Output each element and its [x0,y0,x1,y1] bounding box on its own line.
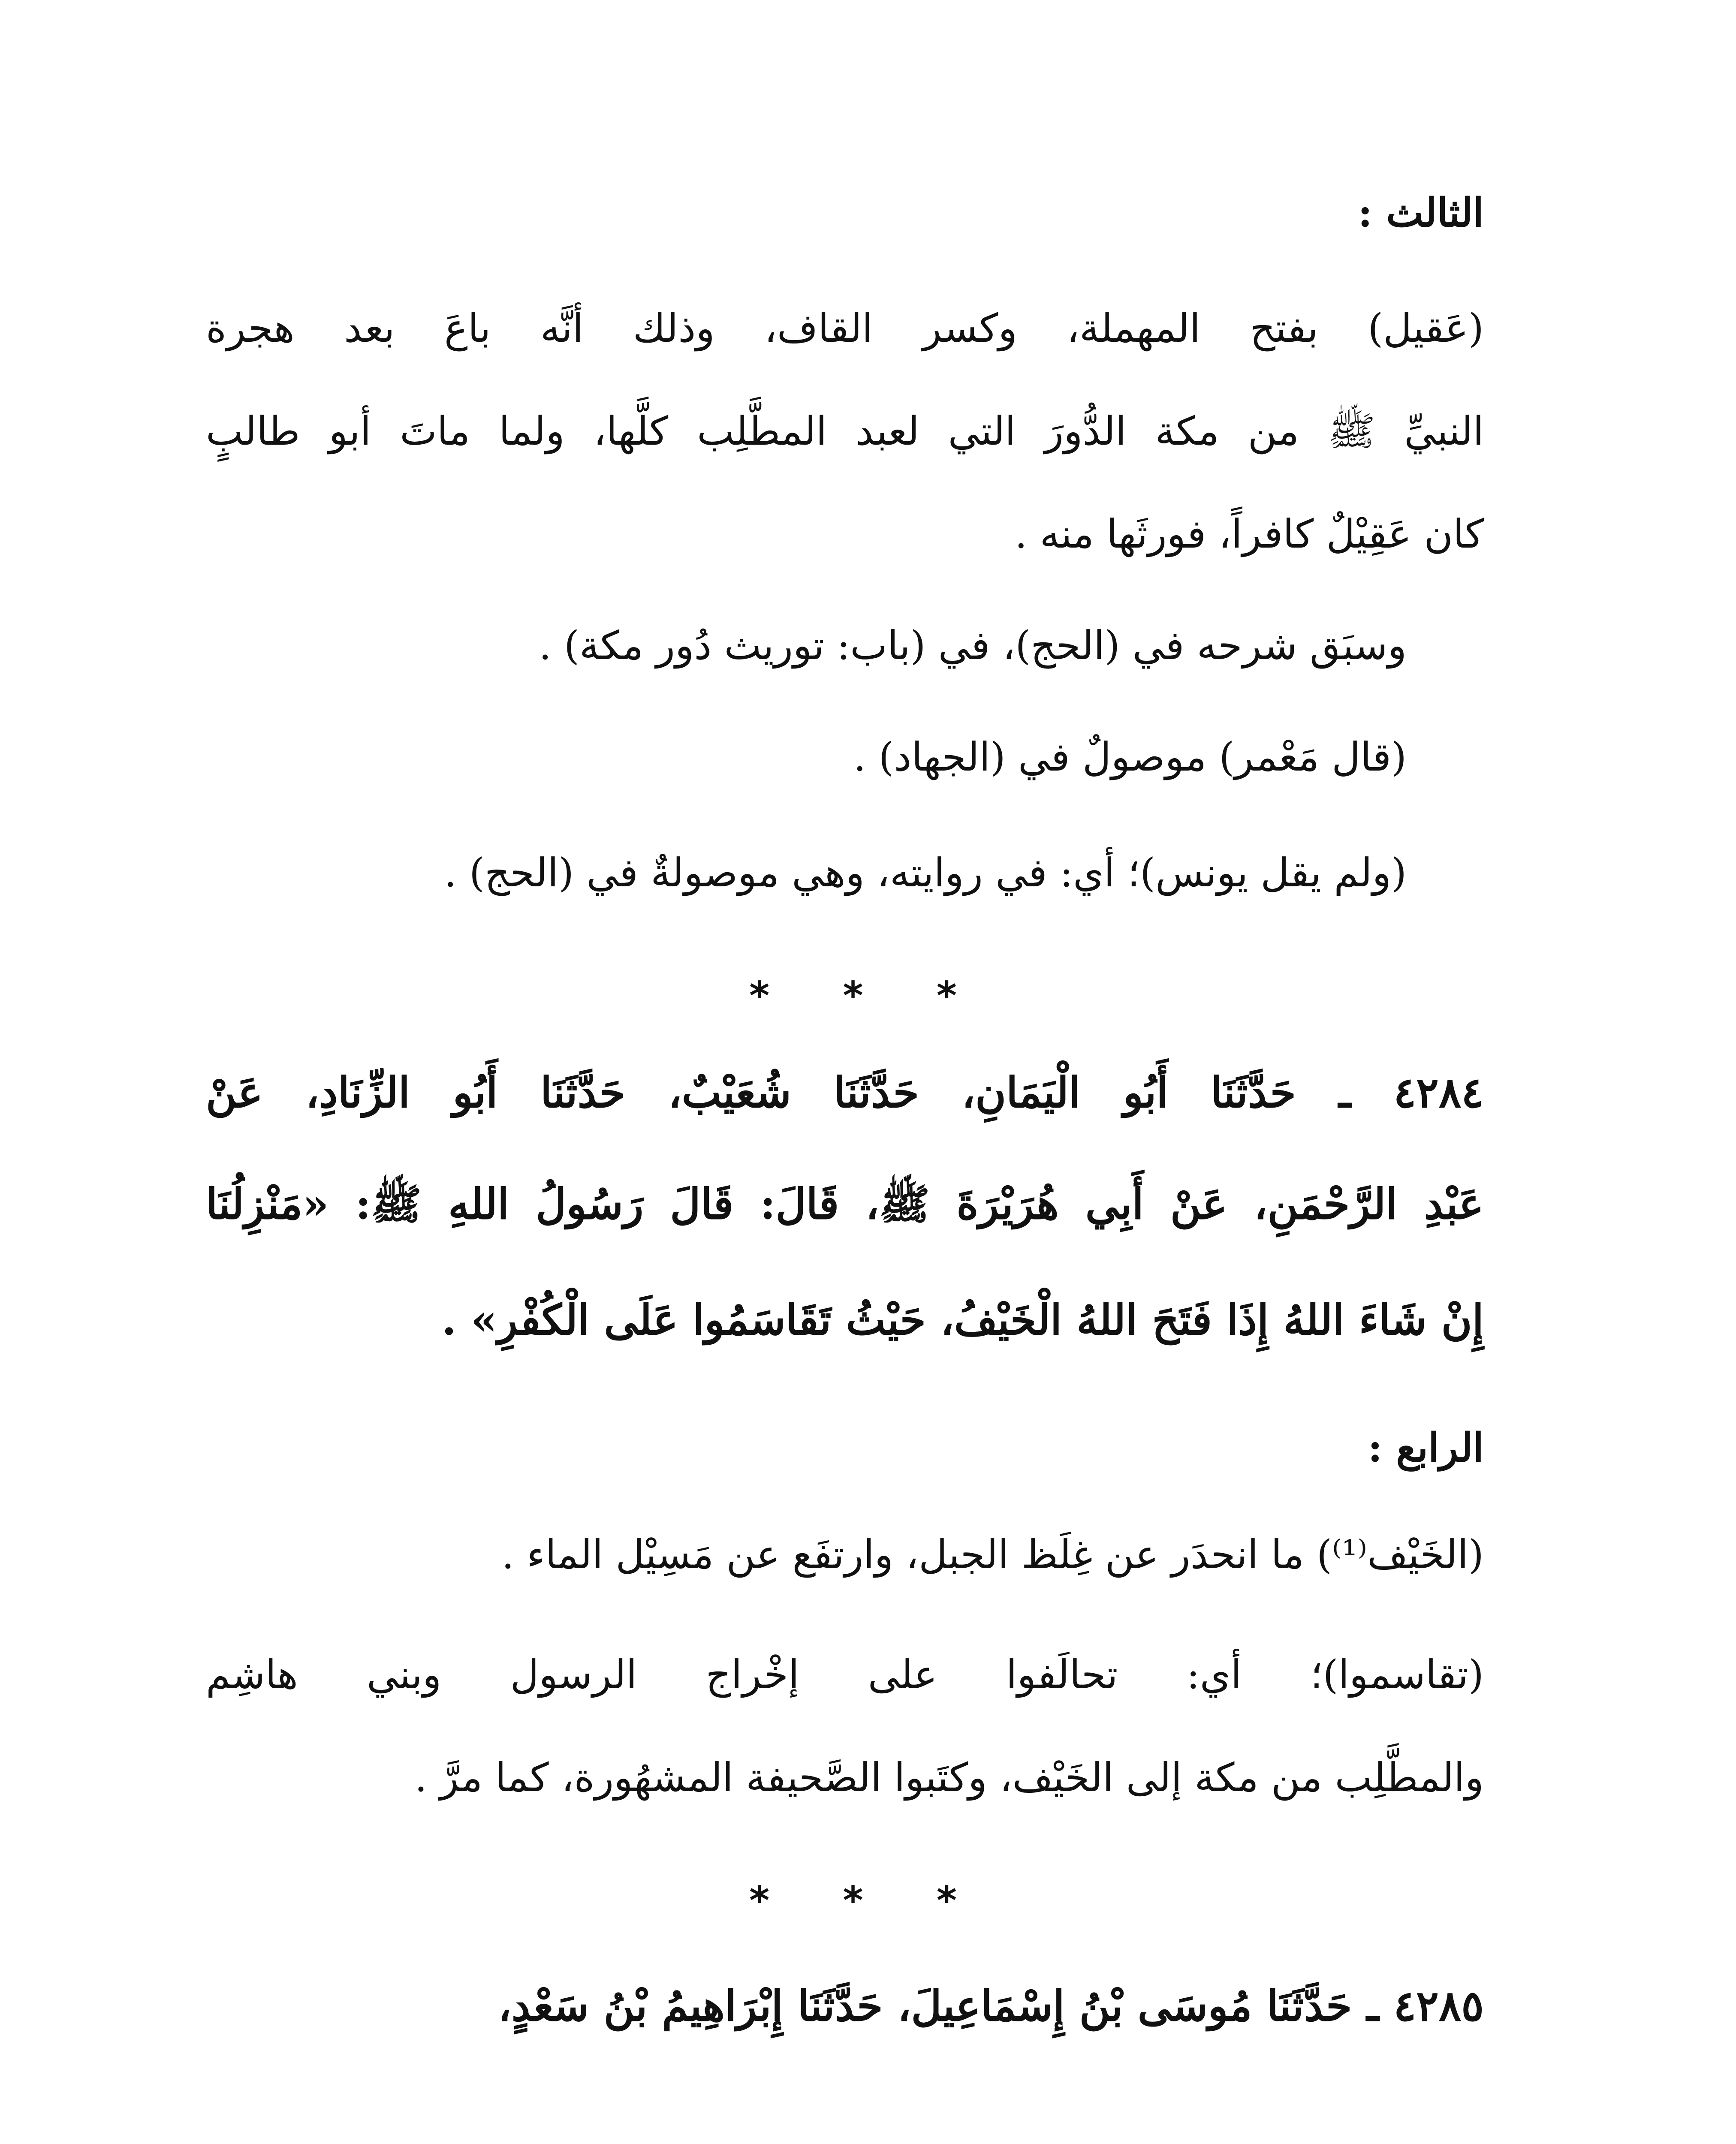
hadith-line: ٤٢٨٤ ـ حَدَّثَنَا أَبُو الْيَمَانِ، حَدَّثَنَا شُعَيْبٌ، حَدَّثَنَا أَبُو الزِّنَادِ، عَنْ [206,1068,1484,1117]
paragraph: (الخَيْف⁽¹⁾) ما انحدَر عن غِلَظ الجبل، وارتفَع عن مَسِيْل الماء . [501,1532,1484,1578]
paragraph: وسبَق شرحه في (الحج)، في (باب: توريث دُور مكة) . [539,623,1407,668]
section-separator: * * * [749,973,987,1018]
section-heading-fourth: الرابع : [1368,1424,1484,1471]
paragraph: (ولم يقل يونس)؛ أي: في روايته، وهي موصولةٌ في (الحج) . [444,850,1407,896]
paragraph: (قال مَعْمر) موصولٌ في (الجهاد) . [853,734,1407,780]
hadith-line: عَبْدِ الرَّحْمَنِ، عَنْ أَبِي هُرَيْرَةَ ﷺ، قَالَ: قَالَ رَسُولُ اللهِ ﷺ: «مَنْزِلُنَا [206,1180,1484,1229]
hadith-line: ٤٢٨٥ ـ حَدَّثَنَا مُوسَى بْنُ إِسْمَاعِيلَ، حَدَّثَنَا إِبْرَاهِيمُ بْنُ سَعْدٍ، [498,1981,1484,2031]
paragraph-line: كان عَقِيْلٌ كافراً، فورثَها منه . [1015,511,1484,557]
paragraph-line: النبيِّ ﷺ من مكة الدُّورَ التي لعبد المطَّلِب كلَّها، ولما ماتَ أبو طالبٍ [206,408,1484,454]
paragraph-line: (عَقيل) بفتح المهملة، وكسر القاف، وذلك أنَّه باعَ بعد هجرة [206,305,1484,351]
section-separator: * * * [749,1878,987,1923]
paragraph-line: والمطَّلِب من مكة إلى الخَيْف، وكتَبوا الصَّحيفة المشهُورة، كما مرَّ . [414,1755,1484,1801]
section-heading-third: الثالث : [1358,190,1484,236]
paragraph-line: (تقاسموا)؛ أي: تحالَفوا على إخْراج الرسول وبني هاشِم [206,1652,1484,1698]
hadith-line: إِنْ شَاءَ اللهُ إِذَا فَتَحَ اللهُ الْخَيْفُ، حَيْثُ تَقَاسَمُوا عَلَى الْكُفْرِ» . [442,1295,1484,1345]
